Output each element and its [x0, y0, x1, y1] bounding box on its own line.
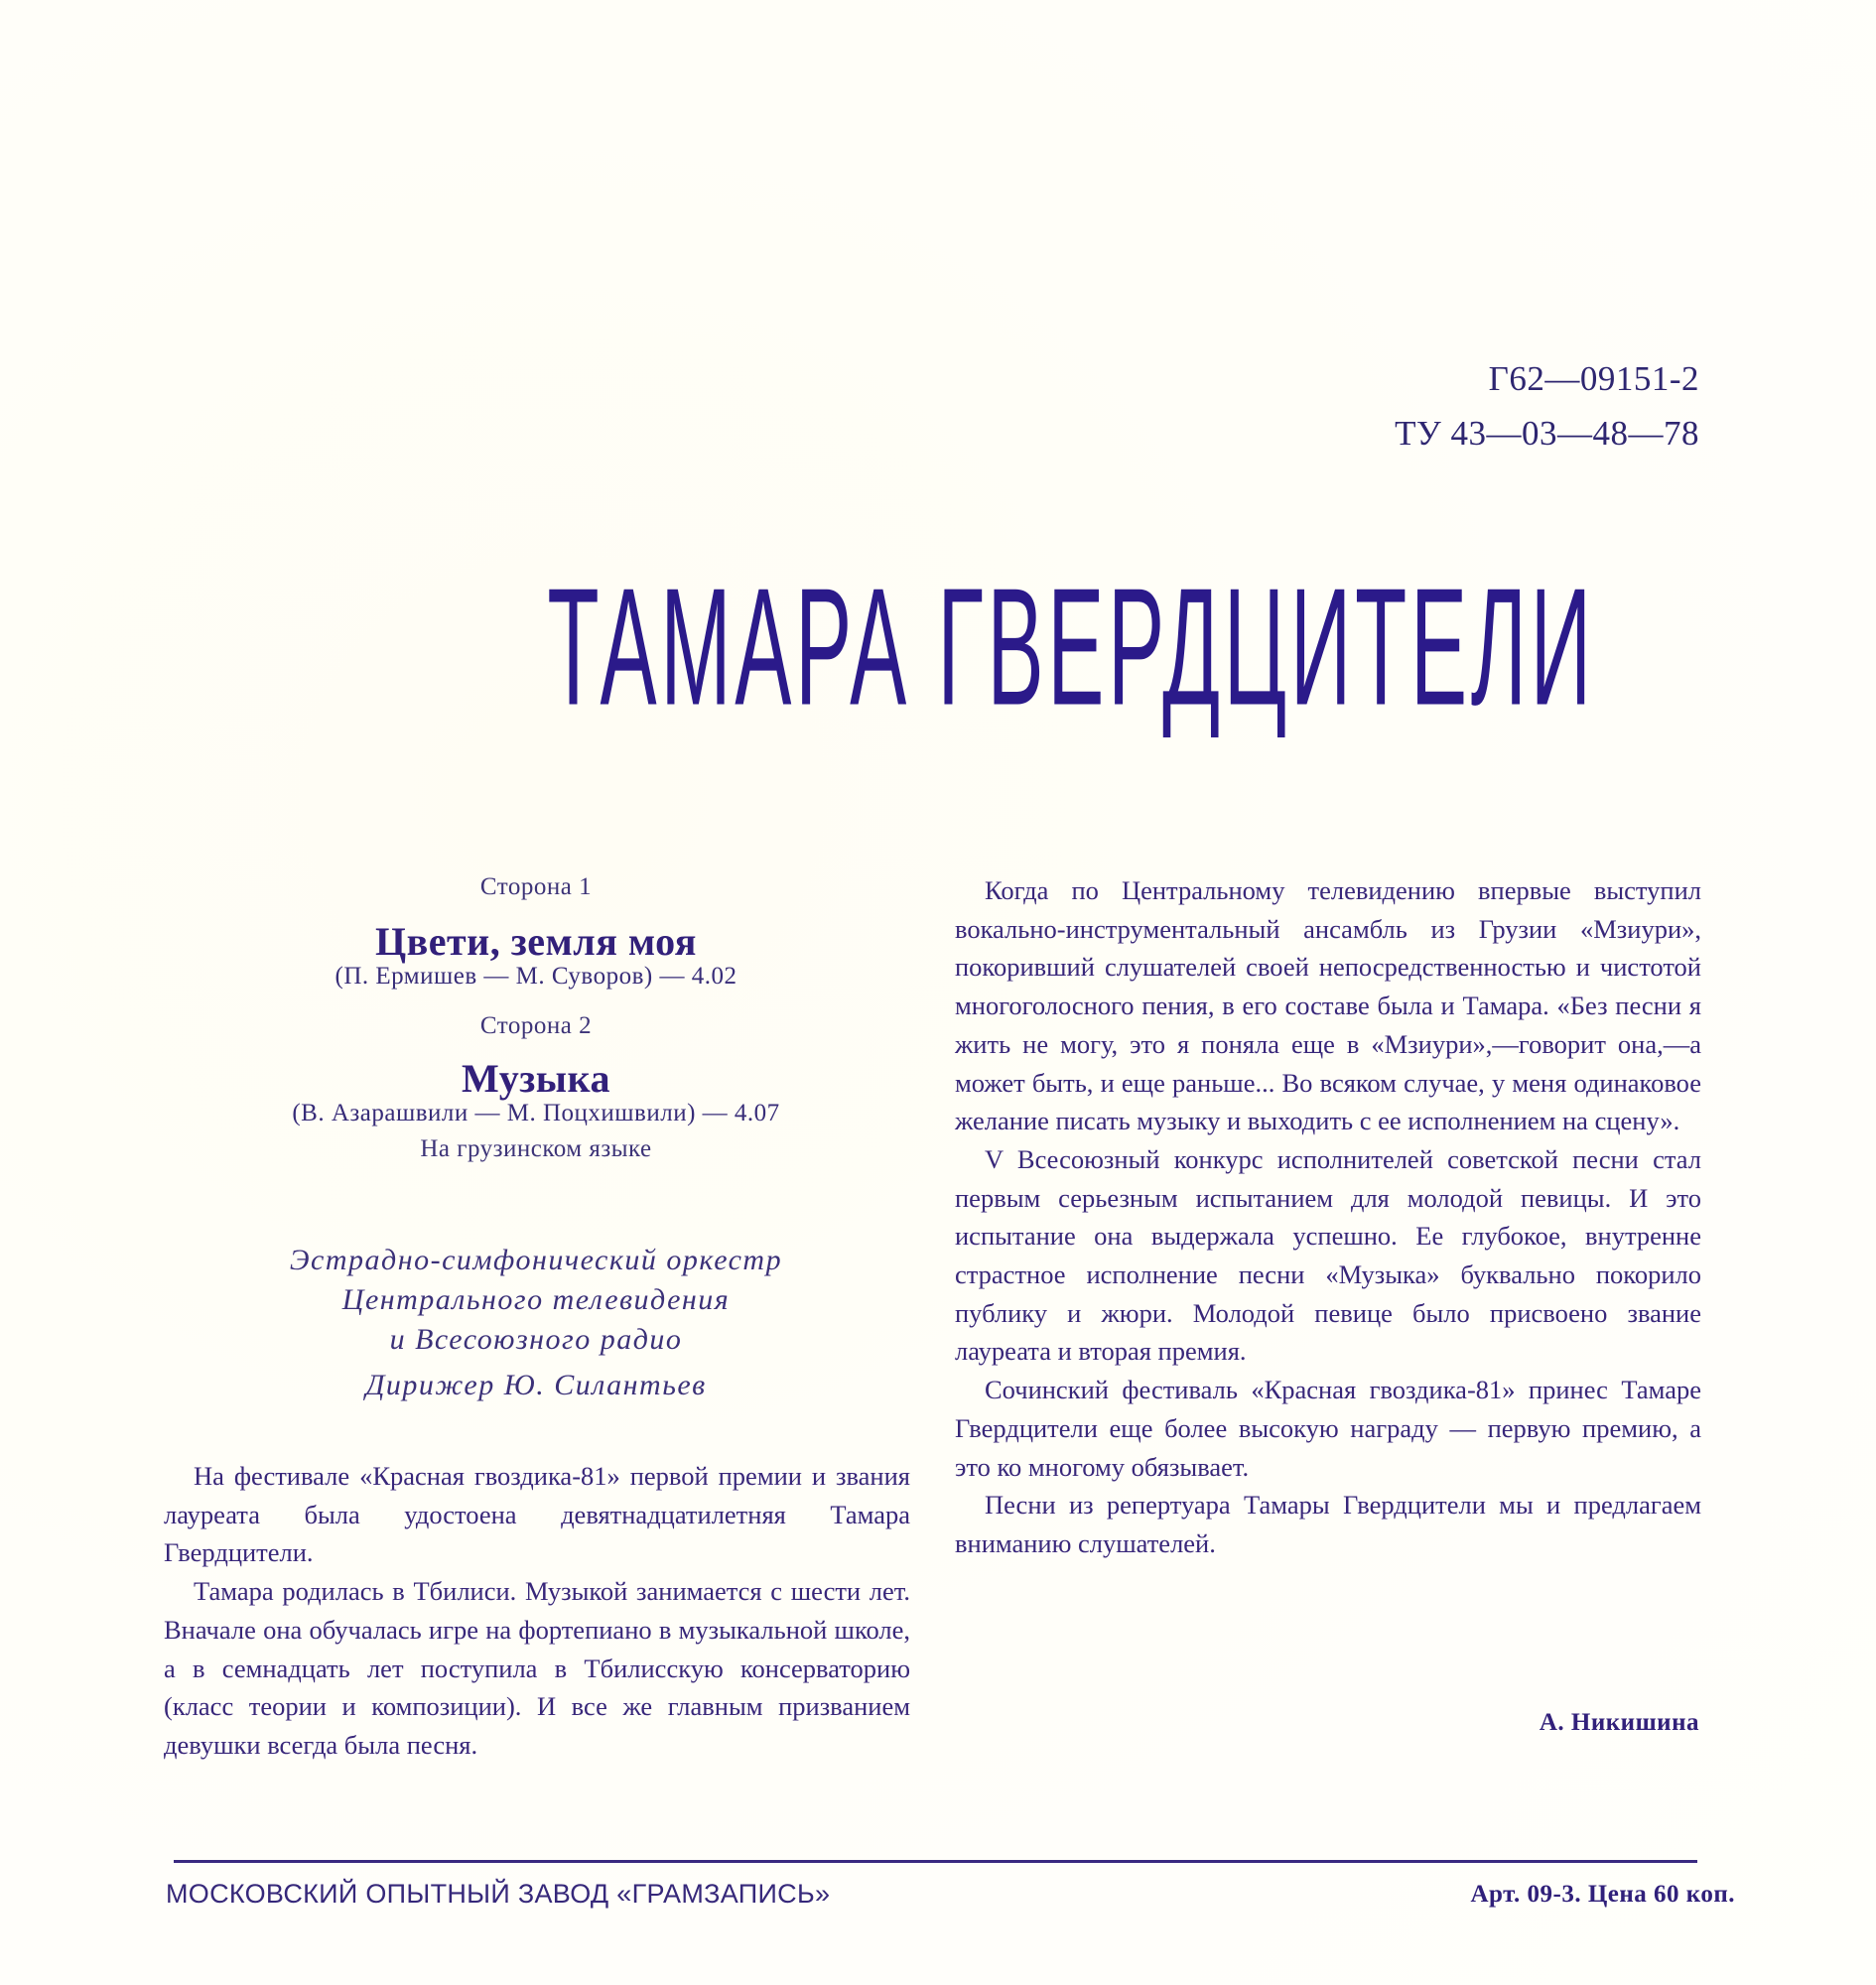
orchestra-credits: [159, 1241, 913, 1405]
paragraph: Когда по Центральному телевидению впервые выступил вокально-инструментальный ансамбль из Грузии «Мзиури», покоривший слушателей своей непосредственностью и чистотой многоголосного пения, в его составе была и Тамара. «Без песни я жить не могу, это я поняла еще в «Мзиури»,—говорит она,—а может быть, и еще раньше... Во всяком случае, у меня одинаковое желание писать музыку и выходить с ее исполнением на сцену».: [955, 875, 1701, 1136]
technical-standard: ТУ 43—03—48—78: [1395, 414, 1699, 453]
conductor: Дирижер Ю. Силантьев: [365, 1369, 707, 1401]
side1-song-title: Цвети, земля моя: [375, 919, 697, 964]
catalog-number: Г62—09151-2: [1488, 359, 1699, 398]
author-signature: А. Никишина: [1539, 1709, 1699, 1736]
orchestra-line-3: и Всесоюзного радио: [389, 1323, 683, 1356]
side2-language-note: На грузинском языке: [420, 1135, 652, 1162]
orchestra-line-2: Центрального телевидения: [341, 1283, 731, 1316]
left-biography-text: [164, 1457, 910, 1765]
paragraph: Сочинский фестиваль «Красная гвоздика-81» принес Тамаре Гвердцители еще более высокую награду — первую премию, а это ко многому обязывает.: [955, 1375, 1701, 1482]
paragraph: Тамара родилась в Тбилиси. Музыкой занимается с шести лет. Вначале она обучалась игре на фортепиано в музыкальной школе, а в семнадцать лет поступила в Тбилисскую консерваторию (класс теории и композиции). И все же главным призванием девушки всегда была песня.: [164, 1576, 910, 1760]
side2-song-title: Музыка: [462, 1056, 610, 1101]
orchestra-line-1: Эстрадно-симфонический оркестр: [289, 1244, 783, 1276]
side2-label: Сторона 2: [479, 1012, 593, 1039]
article-price: Арт. 09-3. Цена 60 коп.: [1470, 1881, 1735, 1908]
paragraph: V Всесоюзный конкурс исполнителей советской песни стал первым серьезным испытанием для молодой певицы. И это испытание она выдержала успешно. Ее глубокое, внутренне страстное исполнение песни «Музыка» буквально покорило публику и жюри. Молодой певице было присвоено звание лауреата и вторая премия.: [955, 1143, 1701, 1367]
side1-credits: (П. Ермишев — М. Суворов) — 4.02: [335, 963, 737, 990]
paragraph: Песни из репертуара Тамары Гвердцители мы и предлагаем вниманию слушателей.: [955, 1490, 1701, 1558]
side1-label: Сторона 1: [479, 873, 593, 900]
right-biography-text: [955, 871, 1701, 1563]
publisher-name: МОСКОВСКИЙ ОПЫТНЫЙ ЗАВОД «ГРАМЗАПИСЬ»: [166, 1879, 831, 1909]
footer-divider: [174, 1860, 1697, 1863]
artist-title: ТАМАРА ГВЕРДЦИТЕЛИ: [547, 554, 1595, 741]
paragraph: На фестивале «Красная гвоздика-81» первой премии и звания лауреата была удостоена девятнадцатилетняя Тамара Гвердцители.: [164, 1461, 910, 1568]
side2-credits: (В. Азарашвили — М. Поцхишвили) — 4.07: [292, 1100, 780, 1126]
tracklist: [159, 873, 913, 1163]
